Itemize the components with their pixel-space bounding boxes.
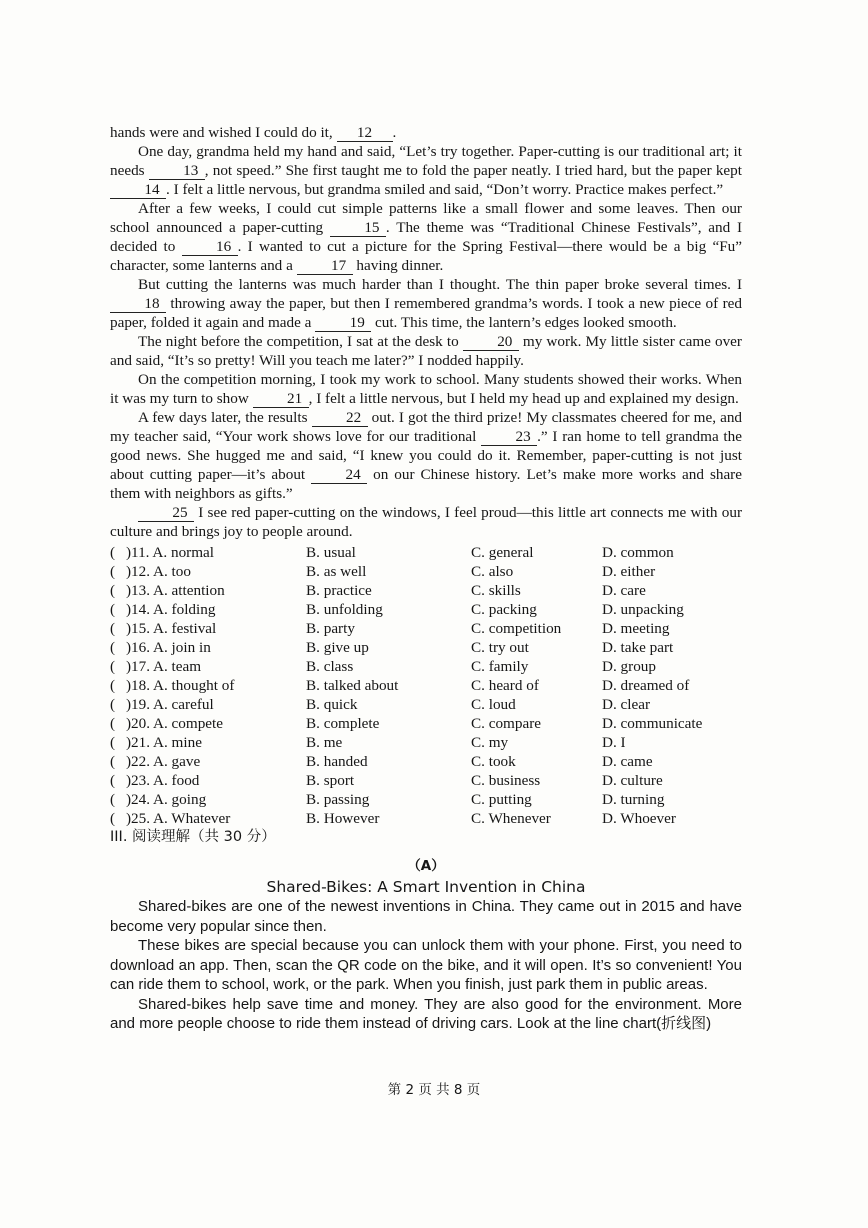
- option-b: B. unfolding: [306, 601, 383, 618]
- option-b: B. talked about: [306, 677, 399, 694]
- answer-bracket: (: [110, 772, 116, 789]
- option-b: B. quick: [306, 696, 358, 713]
- option-d: D. common: [602, 544, 674, 561]
- option-d: D. care: [602, 582, 646, 599]
- option-c: C. competition: [471, 620, 562, 637]
- option-c: C. skills: [471, 582, 521, 599]
- option-row: [110, 619, 742, 638]
- option-b: B. class: [306, 658, 354, 675]
- blank-25: 25: [138, 505, 194, 522]
- blank-17: 17: [297, 258, 353, 275]
- blank-20: 20: [463, 334, 519, 351]
- text-run: cut. This time, the lantern’s edges looked smooth.: [371, 314, 677, 331]
- passage-paragraph-4: [110, 275, 742, 332]
- passage-paragraph-6: [110, 370, 742, 408]
- option-row: [110, 562, 742, 581]
- passage-paragraph-3: [110, 199, 742, 275]
- text-run: throwing away the paper, but then I remembered grandma’s words. I took a new piece of red paper, folded it again and made a: [110, 295, 742, 331]
- answer-bracket: (: [110, 677, 116, 694]
- answer-bracket: (: [110, 810, 116, 827]
- option-row: [110, 657, 742, 676]
- answer-bracket: (: [110, 696, 116, 713]
- option-b: B. However: [306, 810, 380, 827]
- option-a: )20. A. compete: [126, 715, 224, 732]
- option-row: [110, 676, 742, 695]
- option-c: C. business: [471, 772, 541, 789]
- option-c: C. loud: [471, 696, 516, 713]
- option-a: )11. A. normal: [126, 544, 215, 561]
- text-run: .: [392, 124, 397, 141]
- option-a: )23. A. food: [126, 772, 200, 789]
- option-d: D. Whoever: [602, 810, 676, 827]
- option-c: C. family: [471, 658, 529, 675]
- text-run: , I felt a little nervous, but I held my head up and explained my design.: [308, 390, 739, 407]
- option-d: D. clear: [602, 696, 651, 713]
- part-label: （A）: [407, 858, 445, 874]
- text-run: On the competition morning, I took my work to school. Many students showed their works. When it was my turn to show: [110, 371, 742, 407]
- text-run: having dinner.: [352, 257, 444, 274]
- answer-bracket: (: [110, 582, 116, 599]
- option-b: B. party: [306, 620, 355, 637]
- answer-bracket: (: [110, 620, 116, 637]
- option-b: B. as well: [306, 563, 367, 580]
- article-paragraph-1: Shared-bikes are one of the newest inventions in China. They came out in 2015 and have become very popular since then.: [110, 898, 742, 935]
- text-run: . I wanted to cut a picture for the Spring Festival—there would be a big “Fu” character, some lanterns and a: [110, 238, 742, 274]
- option-row: [110, 638, 742, 657]
- answer-bracket: (: [110, 601, 116, 618]
- text-run: After a few weeks, I could cut simple patterns like a small flower and some leaves. Then our school announced a paper-cutting: [110, 200, 742, 236]
- options-table: [110, 543, 742, 828]
- option-b: B. give up: [306, 639, 369, 656]
- text-run: . I felt a little nervous, but grandma smiled and said, “Don’t worry. Practice makes perfect.”: [166, 181, 724, 198]
- blank-14: 14: [110, 182, 166, 199]
- option-row: [110, 733, 742, 752]
- option-row: [110, 695, 742, 714]
- page-footer: 第 2 页 共 8 页: [387, 1082, 481, 1098]
- option-a: )21. A. mine: [126, 734, 202, 751]
- option-b: B. passing: [306, 791, 370, 808]
- option-row: [110, 600, 742, 619]
- option-b: B. me: [306, 734, 343, 751]
- passage-paragraph-2: [110, 142, 742, 199]
- option-c: C. heard of: [471, 677, 539, 694]
- option-a: )16. A. join in: [126, 639, 211, 656]
- exam-page-content: [110, 123, 742, 1034]
- option-a: )15. A. festival: [126, 620, 217, 637]
- option-c: C. try out: [471, 639, 529, 656]
- option-d: D. meeting: [602, 620, 670, 637]
- option-c: C. putting: [471, 791, 532, 808]
- text-run: .” I ran home to tell grandma the good news. She hugged me and said, “I knew you could do it. Remember, paper-cutting is not just about cutting paper—it’s about: [110, 428, 742, 483]
- blank-15: 15: [330, 220, 386, 237]
- text-run: But cutting the lanterns was much harder than I thought. The thin paper broke several times. I: [138, 276, 742, 293]
- option-row: [110, 790, 742, 809]
- option-a: )12. A. too: [126, 563, 191, 580]
- answer-bracket: (: [110, 639, 116, 656]
- option-d: D. communicate: [602, 715, 703, 732]
- blank-23: 23: [481, 429, 537, 446]
- option-a: )19. A. careful: [126, 696, 214, 713]
- option-d: D. take part: [602, 639, 674, 656]
- text-run: The night before the competition, I sat at the desk to: [138, 333, 463, 350]
- option-a: )14. A. folding: [126, 601, 216, 618]
- option-c: C. Whenever: [471, 810, 551, 827]
- option-row: [110, 581, 742, 600]
- answer-bracket: (: [110, 791, 116, 808]
- option-b: B. sport: [306, 772, 355, 789]
- text-run: I see red paper-cutting on the windows, I feel proud—this little art connects me with our culture and brings joy to people around.: [110, 504, 742, 540]
- answer-bracket: (: [110, 658, 116, 675]
- option-row: [110, 714, 742, 733]
- text-run: A few days later, the results: [138, 409, 312, 426]
- article-paragraph-2: These bikes are special because you can unlock them with your phone. First, you need to download an app. Then, scan the QR code on the bike, and it will open. It’s so convenient! You can ride them to school, work, or the park. When you finish, just park them in public areas.: [110, 937, 742, 993]
- option-a: )25. A. Whatever: [126, 810, 231, 827]
- blank-13: 13: [149, 163, 205, 180]
- text-run: on our Chinese history. Let’s make more works and share them with neighbors as gifts.”: [110, 466, 742, 502]
- passage-paragraph-8: [110, 503, 742, 541]
- option-d: D. turning: [602, 791, 665, 808]
- option-b: B. practice: [306, 582, 372, 599]
- option-d: D. dreamed of: [602, 677, 690, 694]
- text-run: , not speed.” She first taught me to fold the paper neatly. I tried hard, but the paper kept: [204, 162, 742, 179]
- answer-bracket: (: [110, 544, 116, 561]
- passage-paragraph-7: [110, 408, 742, 503]
- option-a: )18. A. thought of: [126, 677, 235, 694]
- text-run: . The theme was “Traditional Chinese Festivals”, and I decided to: [110, 219, 743, 255]
- option-c: C. my: [471, 734, 509, 751]
- blank-18: 18: [110, 296, 166, 313]
- text-run: out. I got the third prize! My classmates cheered for me, and my teacher said, “Your work shows love for our traditional: [110, 409, 743, 445]
- blank-24: 24: [311, 467, 367, 484]
- option-a: )22. A. gave: [126, 753, 201, 770]
- answer-bracket: (: [110, 715, 116, 732]
- option-c: C. general: [471, 544, 534, 561]
- option-d: D. unpacking: [602, 601, 684, 618]
- article-title: Shared-Bikes: A Smart Invention in China: [266, 878, 586, 896]
- option-d: D. group: [602, 658, 656, 675]
- passage-paragraph-1: [110, 123, 742, 142]
- blank-22: 22: [312, 410, 368, 427]
- option-d: D. culture: [602, 772, 663, 789]
- option-b: B. complete: [306, 715, 380, 732]
- blank-19: 19: [315, 315, 371, 332]
- option-c: C. also: [471, 563, 514, 580]
- option-row: [110, 809, 742, 828]
- option-d: D. I: [602, 734, 626, 751]
- option-a: )13. A. attention: [126, 582, 225, 599]
- option-d: D. either: [602, 563, 656, 580]
- option-row: [110, 771, 742, 790]
- option-b: B. usual: [306, 544, 356, 561]
- blank-21: 21: [253, 391, 309, 408]
- option-d: D. came: [602, 753, 653, 770]
- article-paragraph-3: Shared-bikes help save time and money. They are also good for the environment. More and more people choose to ride them instead of driving cars. Look at the line chart(折线图): [110, 995, 742, 1032]
- blank-12: 12: [337, 125, 393, 142]
- answer-bracket: (: [110, 563, 116, 580]
- passage-paragraph-5: [110, 332, 742, 370]
- option-c: C. compare: [471, 715, 542, 732]
- option-a: )17. A. team: [126, 658, 202, 675]
- option-c: C. took: [471, 753, 516, 770]
- option-c: C. packing: [471, 601, 537, 618]
- answer-bracket: (: [110, 734, 116, 751]
- option-row: [110, 543, 742, 562]
- option-row: [110, 752, 742, 771]
- text-run: One day, grandma held my hand and said, “Let’s try together. Paper-cutting is our traditional art; it needs: [110, 143, 742, 179]
- option-a: )24. A. going: [126, 791, 207, 808]
- text-run: my work. My little sister came over and said, “It’s so pretty! Will you teach me later?” I nodded happily.: [110, 333, 742, 369]
- section-heading: III. 阅读理解（共 30 分）: [110, 829, 276, 845]
- answer-bracket: (: [110, 753, 116, 770]
- text-run: hands were and wished I could do it,: [110, 124, 337, 141]
- blank-16: 16: [182, 239, 238, 256]
- option-b: B. handed: [306, 753, 368, 770]
